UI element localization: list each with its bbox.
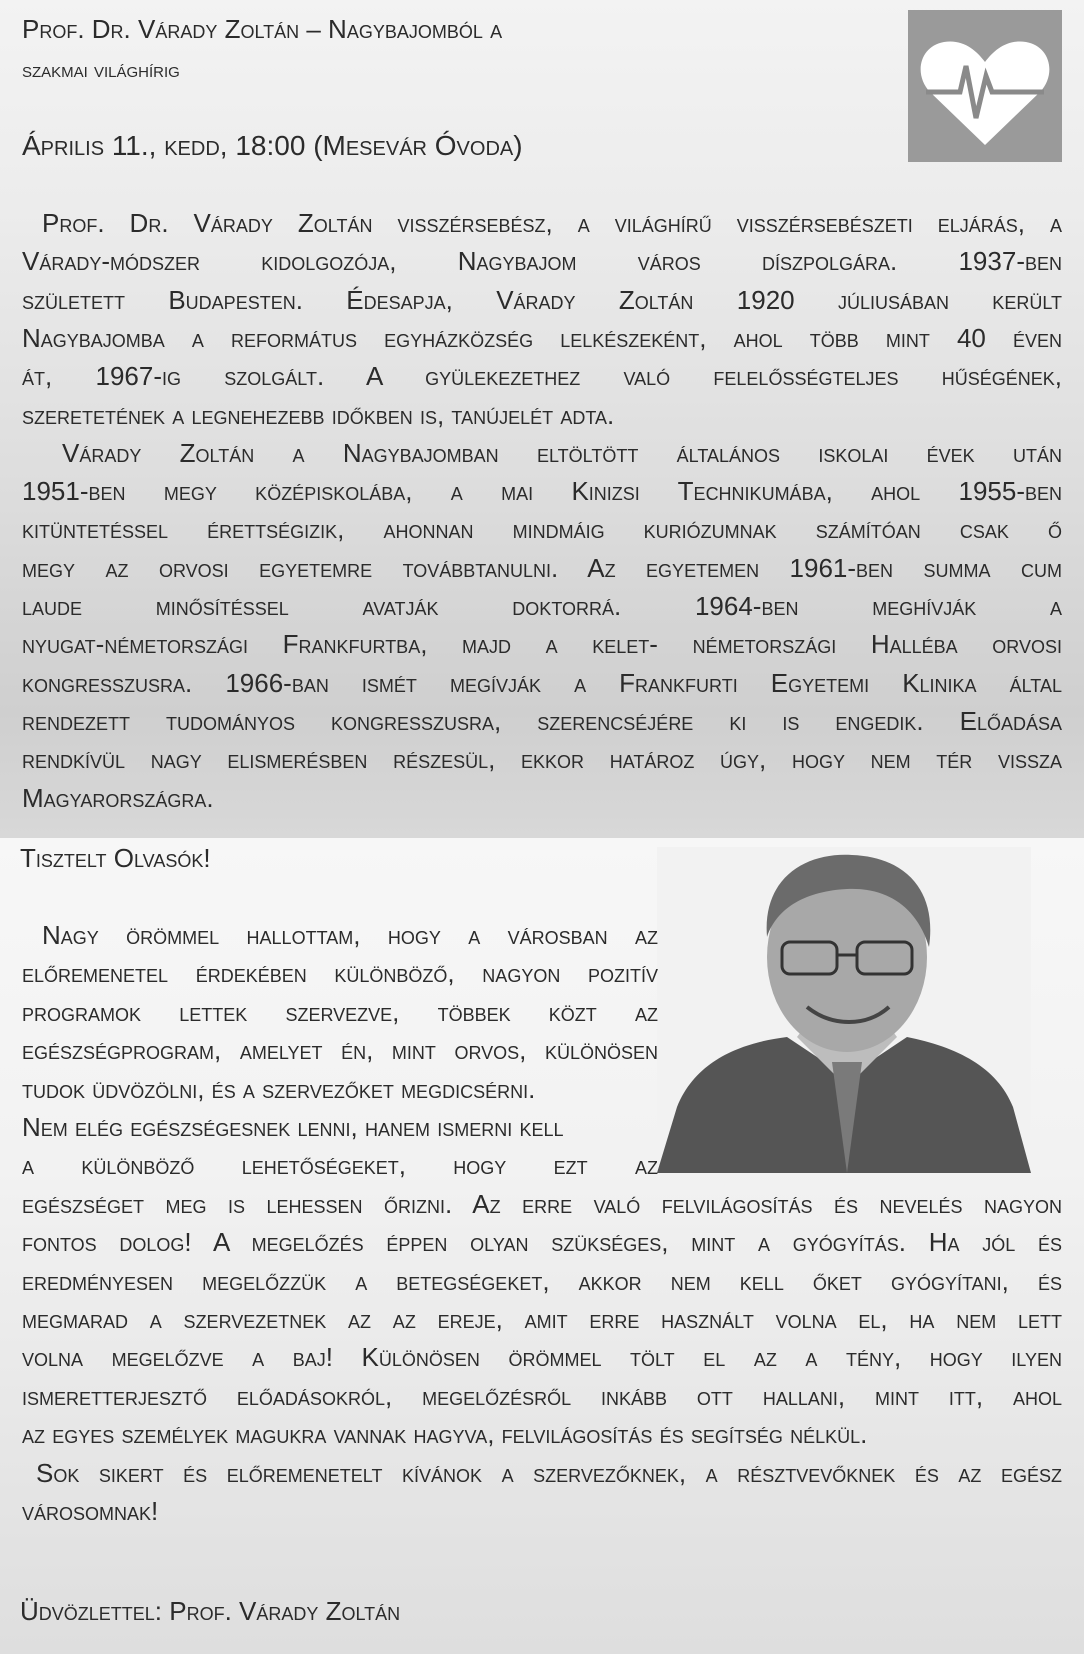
text-line: volna megelőzve a baj! Különösen örömmel tölt el az a tény, hogy ilyen	[22, 1342, 1062, 1373]
text-line: Sok sikert és előremenetelt kívánok a szervezőknek, a résztvevőknek és az egész	[36, 1457, 1062, 1488]
event-datetime: Április 11., kedd, 18:00 (Mesevár Óvoda)	[22, 130, 523, 161]
text-line: Prof. Dr. Várady Zoltán visszérsebész, a világhírű visszérsebészeti eljárás, a	[42, 208, 1062, 238]
text-line: városomnak!	[22, 1496, 159, 1526]
letter-salutation: Tisztelt Olvasók!	[20, 843, 211, 873]
portrait-photo	[657, 847, 1031, 1173]
text-line: 1951-ben megy középiskolába, a mai Kinizsi Technikumába, ahol 1955-ben	[22, 476, 1062, 507]
text-line: egészséget meg is lehessen őrizni. Az erre való felvilágosítás és nevelés nagyon	[22, 1188, 1062, 1219]
article-title: Prof. Dr. Várady Zoltán – Nagybajomból a	[22, 14, 503, 44]
text-line: Várady-módszer kidolgozója, Nagybajom város díszpolgára. 1937-ben	[22, 246, 1062, 277]
text-line: ismeretterjesztő előadásokról, megelőzésről inkább ott hallani, mint itt, ahol	[22, 1380, 1062, 1411]
text-line: szeretetének a legnehezebb időkben is, tanújelét adta.	[22, 399, 615, 430]
text-line: az egyes személyek magukra vannak hagyva, felvilágosítás és segítség nélkül.	[22, 1419, 868, 1450]
text-line: nyugat-németországi Frankfurtba, majd a kelet- németországi Halléba orvosi	[22, 629, 1062, 660]
text-line: Nagy örömmel hallottam, hogy a városban az	[42, 920, 658, 950]
text-line: Magyarországra.	[22, 782, 214, 813]
text-line: született Budapesten. Édesapja, Várady Zoltán 1920 júliusában került	[22, 284, 1062, 315]
text-line: tudok üdvözölni, és a szervezőket megdicsérni.	[22, 1073, 536, 1104]
letter-closing: Üdvözlettel: Prof. Várady Zoltán	[20, 1596, 401, 1626]
text-line: fontos dolog! A megelőzés éppen olyan szükséges, mint a gyógyítás. Ha jól és	[22, 1227, 1062, 1258]
text-line: rendezett tudományos kongresszusra, szerencséjére ki is engedik. Előadása	[22, 705, 1062, 736]
text-line: programok lettek szervezve, többek közt az	[22, 996, 658, 1027]
article-title-line2: szakmai világhírig	[22, 57, 180, 82]
text-line: Nagybajomba a református egyházközség lelkészeként, ahol több mint 40 éven	[22, 322, 1062, 353]
text-line: Várady Zoltán a Nagybajomban eltöltött általános iskolai évek után	[62, 437, 1062, 468]
text-line: előremenetel érdekében különböző, nagyon pozitív	[22, 958, 658, 989]
text-line: rendkívül nagy elismerésben részesül, ekkor határoz úgy, hogy nem tér vissza	[22, 744, 1062, 775]
text-line: laude minősítéssel avatják doktorrá. 1964-ben meghívják a	[22, 591, 1062, 621]
text-line: Nem elég egészségesnek lenni, hanem ismerni kell	[22, 1112, 564, 1142]
text-line: kongresszusra. 1966-ban ismét megívják a Frankfurti Egyetemi Klinika által	[22, 667, 1062, 698]
text-line: megy az orvosi egyetemre továbbtanulni. Az egyetemen 1961-ben summa cum	[22, 552, 1062, 583]
text-line: egészségprogram, amelyet én, mint orvos, különösen	[22, 1035, 658, 1066]
text-line: át, 1967-ig szolgált. A gyülekezethez való felelősségteljes hűségének,	[22, 361, 1062, 392]
text-line: megmarad a szervezetnek az az ereje, amit erre használt volna el, ha nem lett	[22, 1304, 1062, 1334]
text-line: kitüntetéssel érettségizik, ahonnan mindmáig kuriózumnak számítóan csak ő	[22, 514, 1062, 545]
heart-pulse-icon	[908, 10, 1062, 162]
text-line: eredményesen megelőzzük a betegségeket, akkor nem kell őket gyógyítani, és	[22, 1265, 1062, 1296]
text-line: a különböző lehetőségeket, hogy ezt az	[22, 1150, 658, 1181]
